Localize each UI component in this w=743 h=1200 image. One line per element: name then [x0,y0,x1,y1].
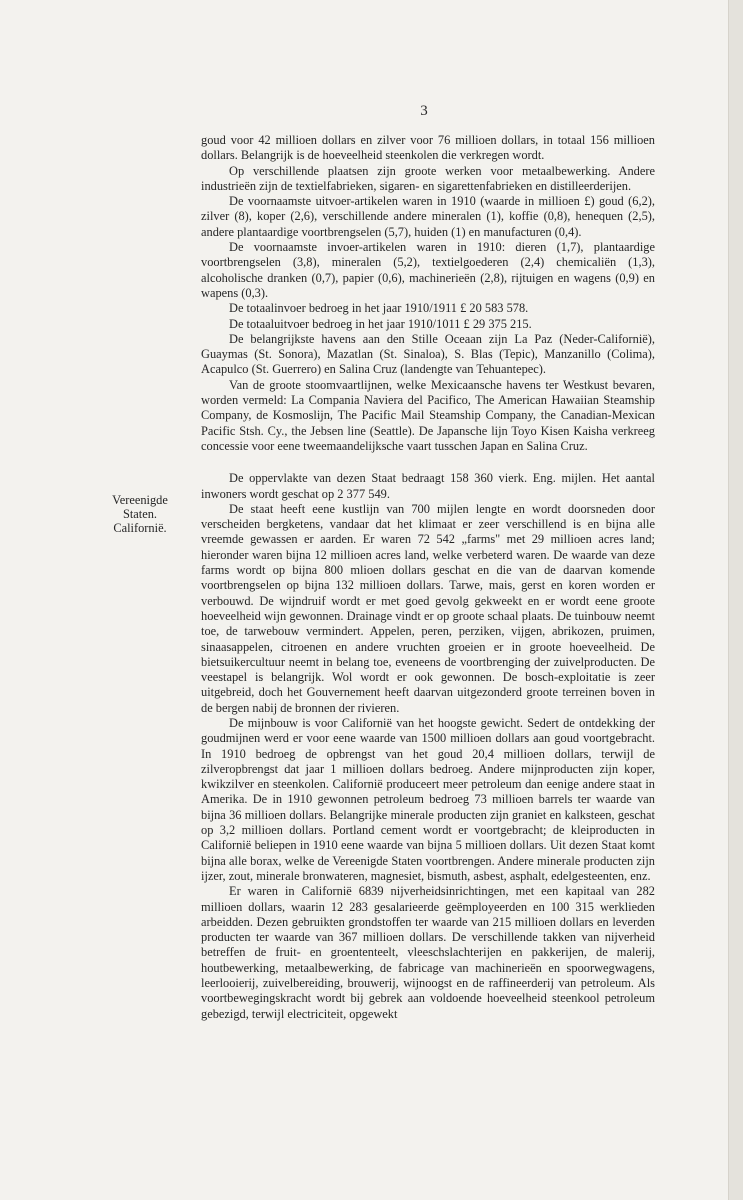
page-edge [728,0,743,1200]
paragraph-california-agriculture: De staat heeft eene kustlijn van 700 mijlen lengte en wordt doorsneden door verscheiden bergketens, vandaar dat het klimaat er zeer verschillend is en bijna alle vreemde gewassen er aarden. Er waren 72 542 „farms" met 29 millioen acres land; hieronder waren bijna 12 millioen acres land, welke verbeterd waren. De waarde van deze farms wordt op bijna 800 mlioen dollars geschat en die van de daarvan komende voortbrengselen op bijna 132 millioen dollars. Tarwe, mais, gerst en koren worden er verbouwd. De wijndruif wordt er met goed gevolg gekweekt en er wordt eene groote hoeveelheid wijn gewonnen. Drainage vindt er op groote schaal plaats. De tuinbouw neemt toe, de tarwebouw vermindert. Appelen, peren, perziken, vijgen, abrikozen, pruimen, sinaasappelen, citroenen en andere vruchten groeien er in groote hoeveelheid. De bietsuikercultuur neemt in belang toe, eveneens de voortbrenging der zuivelproducten. De veestapel is belangrijk. Wol wordt er ook gewonnen. De bosch-exploitatie is zeer uitgebreid, doch het Gouvernement heeft daarvan uitgezonderd groote terreinen boven in de bergen nabij de bronnen der rivieren. [201,501,655,715]
margin-label-line-2: Staten. [122,507,158,521]
paragraph-california-area: De oppervlakte van dezen Staat bedraagt 158 360 vierk. Eng. mijlen. Het aantal inwoners wordt geschat op 2 377 549. [201,471,655,501]
paragraph-harbours: De belangrijkste havens aan den Stille Oceaan zijn La Paz (Neder-Californië), Guaymas (St. Sonora), Mazatlan (St. Sinaloa), S. Blas (Tepic), Manzanillo (Colima), Acapulco (St. Guerrero) en Salina Cruz (landengte van Tehuantepec). [201,331,655,377]
paragraph-steamship-lines: Van de groote stoomvaartlijnen, welke Mexicaansche havens ter Westkust bevaren, worden vermeld: La Compania Naviera del Pacifico, The American Hawaiian Steamship Company, de Kosmoslijn, The Pacific Mail Steamship Company, the Canadian-Mexican Pacific Stsh. Cy., the Jebsen line (Seattle). De Japansche lijn Toyo Kisen Kaisha verkreeg concessie voor eene tweemaandelijksche vaart tusschen Japan en Salina Cruz. [201,377,655,453]
margin-label-line-1: Vereenigde [112,493,168,507]
paragraph-industry: Op verschillende plaatsen zijn groote werken voor metaalbewerking. Andere industrieën zijn de textielfabrieken, sigaren- en sigarettenfabrieken en distilleerderijen. [201,163,655,193]
paragraph-total-export: De totaaluitvoer bedroeg in het jaar 1910/1011 £ 29 375 215. [229,316,532,331]
paragraph-california-mining: De mijnbouw is voor Californië van het hoogste gewicht. Sedert de ontdekking der goudmijnen werd er voor eene waarde van 1500 millioen dollars aan goud voortgebracht. In 1910 bedroeg de opbrengst van het goud 20,4 millioen dollars, terwijl de zilveropbrengst dat jaar 1 millioen dollars bedroeg. Andere mijnproducten zijn koper, kwikzilver en steenkolen. Californië produceert meer petroleum dan eenige andere staat in Amerika. De in 1910 gewonnen petroleum bedroeg 73 millioen barrels ter waarde van bijna 36 millioen dollars. Belangrijke minerale producten zijn graniet en kalksteen, geschat op 3,2 millioen dollars. Portland cement wordt er voortgebracht; de kleiproducten in Californië beliepen in 1910 eene waarde van bijna 5 millioen dollars. Uit dezen Staat komt bijna alle borax, welke de Vereenigde Staten voortbrengen. Andere minerale producten zijn ijzer, zout, minerale bronwateren, magnesiet, bismuth, asbest, asphalt, edelgesteenten, enz. [201,715,655,883]
section-margin-label [90,493,190,535]
paragraph-total-import: De totaalinvoer bedroeg in het jaar 1910/1911 £ 20 583 578. [229,301,529,316]
body-text [201,133,655,1022]
paragraph-california-industry: Er waren in Californië 6839 nijverheidsinrichtingen, met een kapitaal van 282 millioen dollars, waarin 12 283 gesalarieerde geëmployeerden en 100 315 werklieden arbeidden. Dezen gebruikten grondstoffen ter waarde van 215 millioen dollars en leverden producten ter waarde van 367 millioen dollars. De verschillende takken van nijverheid betreffen de fruit- en groententeelt, vleeschslachterijen en pakkerijen, de malerij, houtbewerking, metaalbewerking, de fabricage van machinerieën en spoorwegwagens, leerlooierij, zuivelbereiding, brouwerij, wijnoogst en de raffineerderij van petroleum. Als voortbewegingskracht wordt bij gebrek aan voldoende hoeveelheid steenkool petroleum gebezigd, terwijl electriciteit, opgewekt [201,884,655,1021]
margin-label-line-3: Californië. [113,521,167,535]
paragraph-imports: De voornaamste invoer-artikelen waren in 1910: dieren (1,7), plantaardige voortbrengselen (3,8), mineralen (5,2), textielgoederen (2,4) chemicaliën (1,3), alcoholische dranken (0,7), papier (0,6), machinerieën (2,8), rijtuigen en wagens (0,9) en wapens (0,3). [201,240,655,300]
page-number: 3 [420,103,428,119]
paragraph-exports: De voornaamste uitvoer-artikelen waren in 1910 (waarde in millioen £) goud (6,2), zilver (8), koper (2,6), verschillende andere mineralen (1), koffie (0,8), henequen (2,5), andere plantaardige voortbrengselen (5,7), huiden (1) en manufacturen (0,4). [201,194,655,239]
paragraph-gold-silver: goud voor 42 millioen dollars en zilver voor 76 millioen dollars, in totaal 156 millioen dollars. Belangrijk is de hoeveelheid steenkolen die verkregen wordt. [201,133,655,163]
